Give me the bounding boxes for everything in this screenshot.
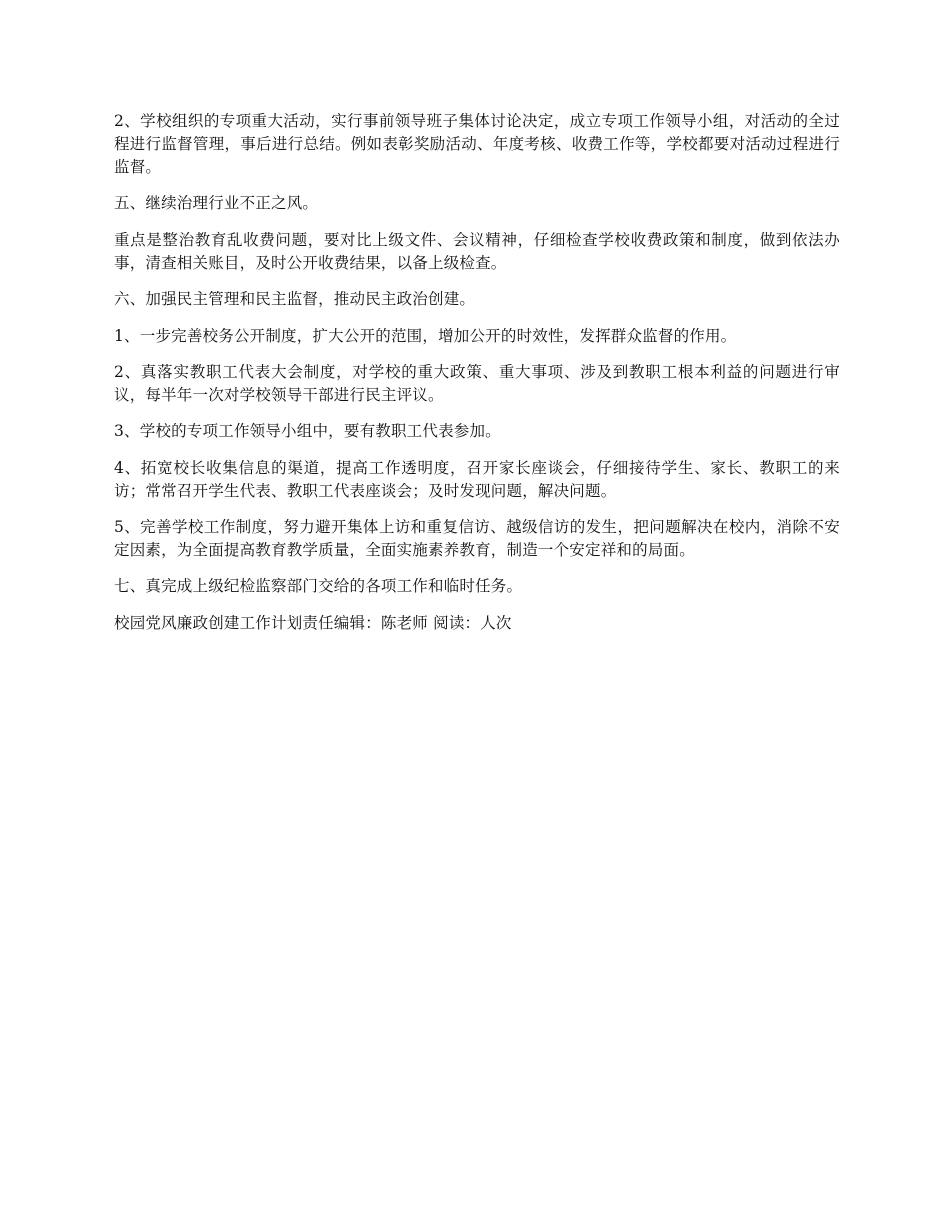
paragraph-fee-rectification: 重点是整治教育乱收费问题，要对比上级文件、会议精神，仔细检查学校收费政策和制度，做到依法办事，清查相关账目，及时公开收费结果，以备上级检查。	[114, 231, 840, 272]
paragraph-activity-supervision: 2、学校组织的专项重大活动，实行事前领导班子集体讨论决定，成立专项工作领导小组，对活动的全过程进行监督管理，事后进行总结。例如表彰奖励活动、年度考核、收费工作等，学校都要对活动过程进行监督。	[114, 112, 840, 176]
editor-footer-line: 校园党风廉政创建工作计划责任编辑：陈老师 阅读：人次	[114, 614, 512, 632]
heading-section-six: 六、加强民主管理和民主监督，推动民主政治创建。	[114, 290, 476, 308]
paragraph-work-system: 5、完善学校工作制度，努力避开集体上访和重复信访、越级信访的发生，把问题解决在校内，消除不安定因素，为全面提高教育教学质量，全面实施素养教育，制造一个安定祥和的局面。	[114, 518, 840, 559]
paragraph-staff-congress: 2、真落实教职工代表大会制度，对学校的重大政策、重大事项、涉及到教职工根本利益的问题进行审议，每半年一次对学校领导干部进行民主评议。	[114, 363, 840, 404]
paragraph-information-channels: 4、拓宽校长收集信息的渠道，提高工作透明度，召开家长座谈会，仔细接待学生、家长、教职工的来访；常常召开学生代表、教职工代表座谈会；及时发现问题，解决问题。	[114, 459, 840, 500]
heading-section-seven: 七、真完成上级纪检监察部门交给的各项工作和临时任务。	[114, 577, 523, 595]
paragraph-affairs-disclosure: 1、一步完善校务公开制度，扩大公开的范围，增加公开的时效性，发挥群众监督的作用。	[114, 327, 737, 345]
paragraph-staff-representatives: 3、学校的专项工作领导小组中，要有教职工代表参加。	[114, 422, 501, 440]
document-body	[114, 110, 840, 649]
heading-section-five: 五、继续治理行业不正之风。	[114, 194, 319, 212]
